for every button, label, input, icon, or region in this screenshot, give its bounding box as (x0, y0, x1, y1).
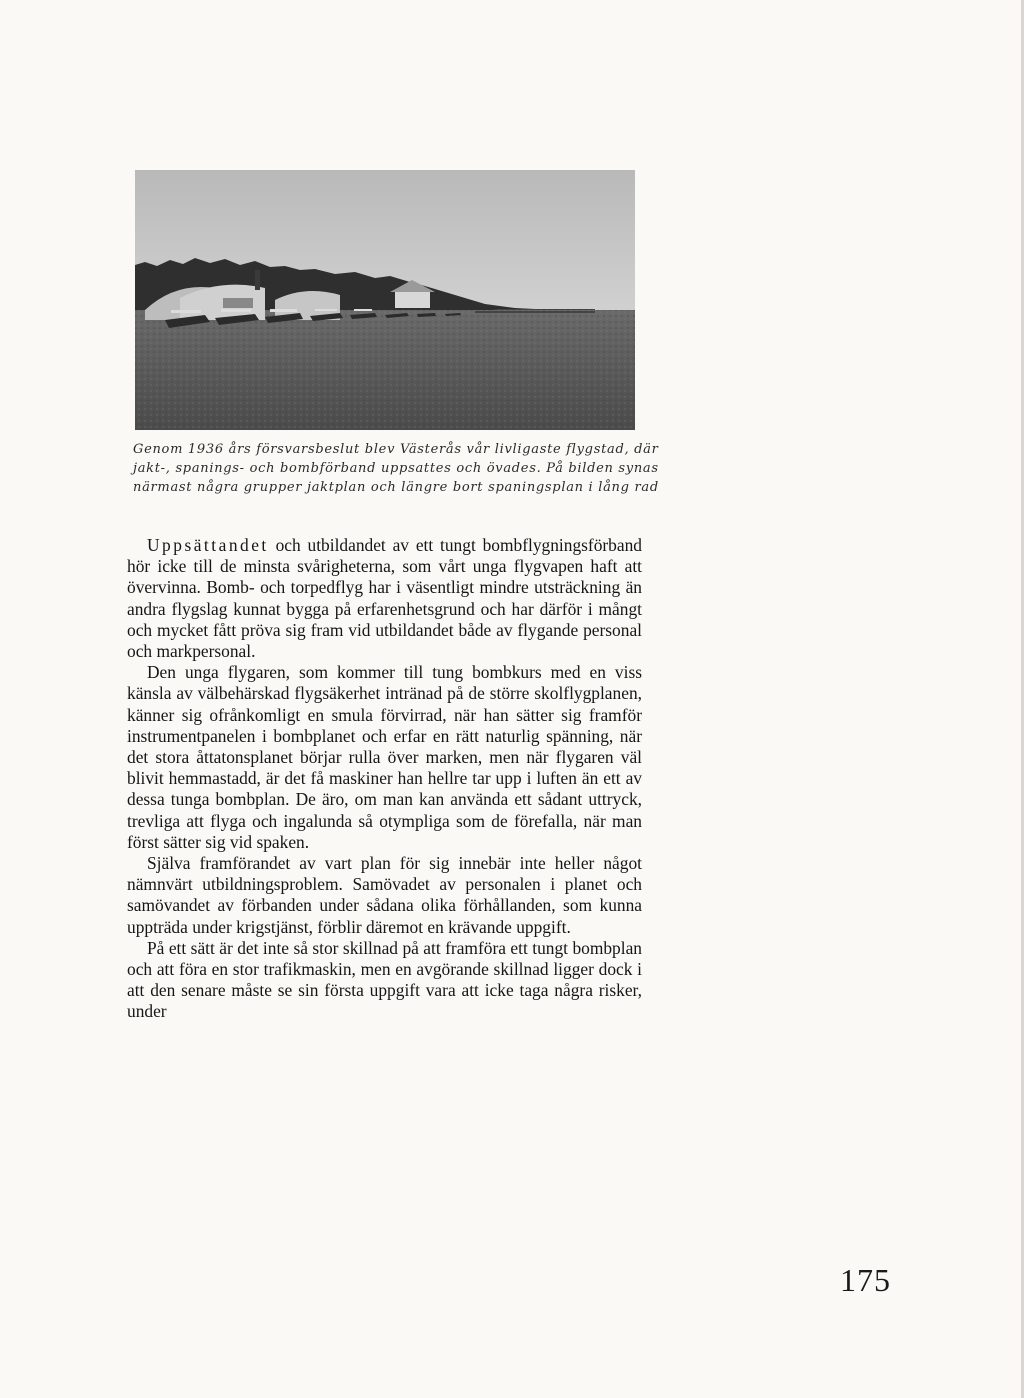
body-text (127, 535, 642, 1023)
caption-line: närmast några grupper jaktplan och längre bort spaningsplan i lång rad (133, 480, 659, 495)
paragraph (127, 853, 642, 938)
caption-line: jakt-, spanings- och bombförband uppsattes och övades. På bilden synas (133, 461, 659, 476)
paragraph (127, 662, 642, 853)
paragraph-text: och utbildandet av ett tungt bombflygningsförband hör icke till de minsta svårigheterna, som vårt unga flygvapen haft att övervinna. Bomb- och torpedflyg har i väsentligt mindre utsträckning än andra flygslag kunnat bygga på erfarenhetsgrund och har därför i mångt och mycket fått pröva sig fram vid utbildandet både av flygande personal och markpersonal. (127, 535, 642, 662)
paragraph (127, 535, 642, 662)
paragraph-lead: Uppsättandet (147, 535, 269, 555)
paragraph-text: På ett sätt är det inte så stor skillnad på att framföra ett tungt bombplan och att föra en stor trafikmaskin, men en avgörande skillnad ligger dock i att den senare måste se sin första uppgift vara att icke taga några risker, under (127, 937, 642, 1022)
airfield-photo (135, 170, 635, 430)
paragraph-text: Den unga flygaren, som kommer till tung bombkurs med en viss känsla av välbehärskad flygsäkerhet intränad på de större skolflygplanen, känner sig ofrånkomligt en smula förvirrad, när han sätter sig framför instrumentpanelen i bombplanet och erfar en rätt naturlig spänning, när det stora åttatonsplanet börjar rulla över marken, men när flygaren väl blivit hemmastadd, är det få maskiner han hellre tar upp i luften än ett av dessa tunga bombplan. De äro, om man kan använda ett sådant uttryck, trevliga att flyga och ingalunda så otympliga som de förefalla, när man först sätter sig vid spaken. (127, 662, 642, 852)
figure-caption (133, 440, 659, 497)
paragraph-text: Själva framförandet av vart plan för sig innebär inte heller något nämnvärt utbildningsproblem. Samövadet av personalen i planet och samövandet av förbanden under sådana olika förhållanden, som kunna uppträda under krigstjänst, förblir däremot en krävande uppgift. (127, 853, 642, 937)
page-number: 175 (840, 1262, 891, 1298)
caption-line: Genom 1936 års försvarsbeslut blev Västerås vår livligaste flygstad, där (133, 442, 659, 457)
paragraph (127, 938, 642, 1023)
